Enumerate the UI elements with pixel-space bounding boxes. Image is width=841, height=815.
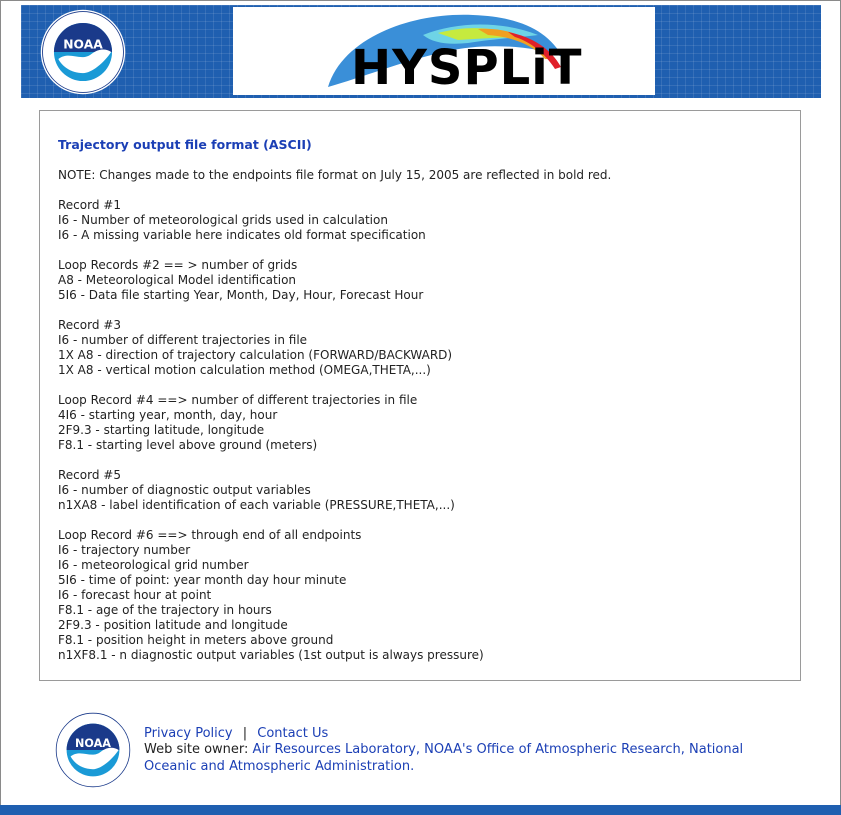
- record-block: [58, 198, 782, 243]
- record-block: [58, 468, 782, 513]
- record-heading: Loop Records #2 == > number of grids: [58, 258, 298, 272]
- record-heading: Loop Record #6 ==> through end of all endpoints: [58, 528, 362, 542]
- site-owner: [144, 741, 744, 775]
- record-field: 4I6 - starting year, month, day, hour: [58, 408, 278, 422]
- contact-us-link[interactable]: Contact Us: [257, 726, 329, 741]
- footer-nav: [144, 726, 744, 741]
- record-field: F8.1 - starting level above ground (meters): [58, 438, 318, 452]
- record-field: I6 - number of different trajectories in file: [58, 333, 308, 347]
- record-field: I6 - forecast hour at point: [58, 588, 212, 602]
- noaa-footer-logo-text: NOAA: [75, 736, 111, 750]
- record-field: I6 - trajectory number: [58, 543, 191, 557]
- record-field: I6 - Number of meteorological grids used in calculation: [58, 213, 388, 227]
- record-block: [58, 318, 782, 378]
- hysplit-title: HYSPLiT: [351, 40, 583, 95]
- record-list: [58, 198, 782, 663]
- record-field: 5I6 - time of point: year month day hour minute: [58, 573, 347, 587]
- record-heading: Record #3: [58, 318, 121, 332]
- page-title: Trajectory output file format (ASCII): [58, 137, 312, 152]
- record-field: 1X A8 - direction of trajectory calculation (FORWARD/BACKWARD): [58, 348, 453, 362]
- record-block: [58, 258, 782, 303]
- record-field: F8.1 - age of the trajectory in hours: [58, 603, 272, 617]
- noaa-logo-text: NOAA: [63, 37, 103, 52]
- record-field: 1X A8 - vertical motion calculation method (OMEGA,THETA,...): [58, 363, 431, 377]
- hysplit-banner: [233, 7, 655, 95]
- record-field: 2F9.3 - starting latitude, longitude: [58, 423, 265, 437]
- record-field: A8 - Meteorological Model identification: [58, 273, 297, 287]
- noaa-footer-logo-icon[interactable]: [53, 710, 133, 790]
- footer-links: [144, 726, 744, 775]
- record-field: I6 - meteorological grid number: [58, 558, 249, 572]
- privacy-policy-link[interactable]: Privacy Policy: [144, 726, 233, 741]
- record-block: [58, 528, 782, 663]
- record-field: n1XA8 - label identification of each variable (PRESSURE,THETA,...): [58, 498, 455, 512]
- record-field: n1XF8.1 - n diagnostic output variables (1st output is always pressure): [58, 648, 484, 662]
- noaa-logo-icon[interactable]: [39, 8, 127, 96]
- site-owner-label: Web site owner:: [144, 742, 249, 757]
- format-panel: [39, 110, 801, 681]
- site-owner-link[interactable]: Air Resources Laboratory, NOAA's Office of Atmospheric Research, National Oceanic and Atmospheric Administration.: [144, 742, 744, 774]
- format-note: NOTE: Changes made to the endpoints file format on July 15, 2005 are reflected in bold red.: [58, 168, 612, 182]
- footer-separator: |: [242, 726, 248, 741]
- site-header: [21, 5, 821, 98]
- site-footer: [53, 710, 813, 790]
- record-field: 2F9.3 - position latitude and longitude: [58, 618, 288, 632]
- record-field: I6 - number of diagnostic output variables: [58, 483, 311, 497]
- bottom-bar: [0, 805, 841, 815]
- record-field: F8.1 - position height in meters above ground: [58, 633, 334, 647]
- record-heading: Record #5: [58, 468, 121, 482]
- record-heading: Record #1: [58, 198, 121, 212]
- record-block: [58, 393, 782, 453]
- record-field: I6 - A missing variable here indicates old format specification: [58, 228, 426, 242]
- record-field: 5I6 - Data file starting Year, Month, Day, Hour, Forecast Hour: [58, 288, 424, 302]
- record-heading: Loop Record #4 ==> number of different trajectories in file: [58, 393, 418, 407]
